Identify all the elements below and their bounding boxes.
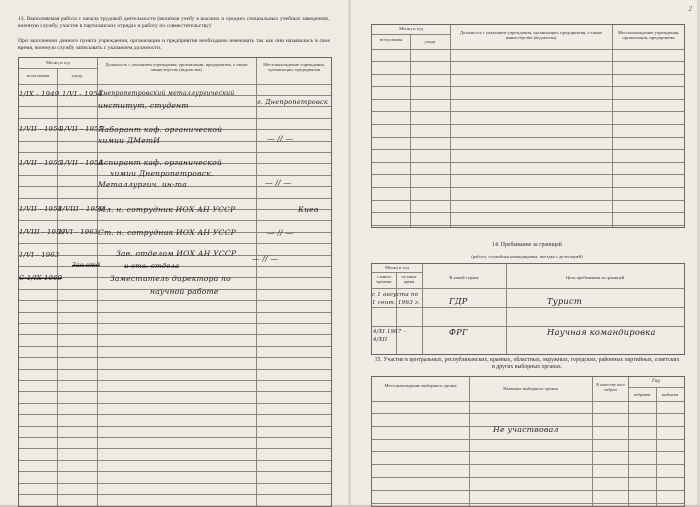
ruled-line <box>19 483 331 484</box>
col-leave-2: ухода <box>424 39 436 44</box>
ruled-line <box>19 448 331 449</box>
row4-position-line1: Мл. н. сотрудник ИОХ АН УССР <box>98 205 236 214</box>
col-abroad-month-year: Месяц и год <box>385 265 409 270</box>
col-position-2: Должность с указанием учреждения, организации, предприятия, а также министерства (ведомства) <box>459 30 603 41</box>
left-page <box>0 0 349 505</box>
ruled-line <box>372 124 684 125</box>
ruled-line <box>19 357 331 358</box>
abroad-row1-country: ГДР <box>449 296 468 306</box>
col-month-year: Месяц и год <box>46 60 70 65</box>
ruled-line <box>19 346 331 347</box>
right-page <box>351 0 700 505</box>
col-entry: вступления <box>26 73 50 78</box>
ruled-line <box>372 99 684 100</box>
ruled-line <box>19 152 331 153</box>
ruled-line <box>19 471 331 472</box>
col-entry-2: вступления <box>379 37 403 42</box>
row6-entry: 1/VI - 1963 <box>19 251 60 259</box>
ruled-line <box>19 323 331 324</box>
ruled-line <box>19 118 331 119</box>
row3-position-line3: Металлургич. ин-та <box>98 180 187 189</box>
row6-position-line1: Зав. отделом ИОХ АН УССР <box>116 249 237 258</box>
ruled-line <box>372 413 684 414</box>
row7-position-line1: Заместитель директора по <box>110 274 231 283</box>
section-14-subtitle: (работа, служебная командировка, поездка с делегацией) <box>471 254 583 259</box>
section-15-title: 15. Участие в центральных, республиканских, краевых, областных, окружных, городских, районных партийных, советских и других выборных органах. <box>374 357 680 370</box>
abroad-row1-purpose: Турист <box>547 296 583 306</box>
row4-location: Киев <box>298 205 319 214</box>
row5-position-line1: Ст. н. сотрудник ИОХ АН УССР <box>98 228 236 237</box>
ruled-line <box>372 111 684 112</box>
col-elected-out: выбытия <box>661 392 679 397</box>
ruled-line <box>372 162 684 163</box>
work-history-continuation-table <box>371 24 685 228</box>
ruled-line <box>19 437 331 438</box>
ruled-line <box>372 451 684 452</box>
col-abroad-from: с какого времени <box>376 274 392 284</box>
row1-entry: 1/IX - 1949 <box>19 90 60 98</box>
row3-leave: 1/VII - 1958 <box>60 159 104 167</box>
ruled-line <box>19 334 331 335</box>
col-elected-location: Местонахождение выборного органа <box>384 383 457 388</box>
ruled-line <box>372 174 684 175</box>
ruled-line <box>372 212 684 213</box>
ruled-line <box>19 426 331 427</box>
row2-position-line2: химии ДМетИ <box>98 136 161 145</box>
ruled-line <box>372 490 684 491</box>
ruled-line <box>19 403 331 404</box>
ruled-line <box>372 86 684 87</box>
row3-entry: 1/VII - 1955 <box>19 159 63 167</box>
ruled-line <box>19 198 331 199</box>
col-abroad-purpose: Цель пребывания за границей <box>565 275 625 280</box>
col-month-year-2: Месяц и год <box>399 26 423 31</box>
row3-location: — // — <box>265 178 292 187</box>
ruled-line <box>19 391 331 392</box>
row5-entry: 1/VIII - 1959 <box>19 228 66 236</box>
ruled-line <box>372 477 684 478</box>
col-leave: ухода <box>71 73 83 78</box>
row4-entry: 1/VII - 1958 <box>19 205 63 213</box>
section-13-heading: 13. Выполняемая работа с начала трудовой деятельности (включая учебу в высших и средних специальных учебных заведениях, военную службу, участие в партизанских отрядах и работу по совместительству) <box>18 16 330 29</box>
row2-leave: 1/VII - 1955 <box>60 125 104 133</box>
abroad-row2-country: ФРГ <box>449 327 468 337</box>
ruled-line <box>19 494 331 495</box>
elected-bodies-table <box>371 376 685 507</box>
abroad-row2-period: 4/XI 1967 – 4/XII <box>373 329 407 343</box>
ruled-line <box>372 149 684 150</box>
ruled-line <box>372 137 684 138</box>
row3-position-line1: Аспирант каф. органической <box>98 158 222 167</box>
col-location: Местонахождение учреждения, организации, предприятия <box>263 62 325 73</box>
ruled-line <box>19 380 331 381</box>
elected-bodies-entry: Не участвовал <box>493 425 559 434</box>
ruled-line <box>372 439 684 440</box>
abroad-row1-period: с 1 августа по 1 сент. 1963 г. <box>372 292 420 306</box>
col-abroad-country: В какой стране <box>449 275 479 280</box>
ruled-line <box>372 74 684 75</box>
row5-leave: 1/VI - 1963 <box>58 228 99 236</box>
col-elected-year: Год <box>652 378 660 384</box>
row6-struck-leave: Зав отд <box>72 262 101 269</box>
ruled-line <box>19 414 331 415</box>
ruled-line <box>19 369 331 370</box>
row7-entry: С 1/IX 1969 <box>19 274 63 282</box>
col-abroad-to: по какое время <box>401 274 417 284</box>
row2-position-line1: Лаборант каф. органической <box>98 125 223 134</box>
row6-struck-position: и отв. отдела <box>124 262 180 270</box>
col-position: Должность с указанием учреждения, организации, предприятия, а также министерства (ведомства) <box>105 62 248 73</box>
row7-position-line2: научной работе <box>150 287 219 296</box>
row1-location: г. Днепропетровск <box>257 98 329 106</box>
ruled-line <box>19 220 331 221</box>
abroad-row2-purpose: Научная командировка <box>547 327 656 337</box>
col-elected-in: избрания <box>633 392 651 397</box>
ruled-line <box>19 243 331 244</box>
section-13-note: При заполнении данного пункта учреждения, организации и предприятия необходимо именовать так как они назывались в свое время, военную службу записывать с указанием должности. <box>18 38 330 51</box>
row5-location: — // — <box>267 228 294 237</box>
row1-leave: 1/VI - 1954 <box>62 90 103 98</box>
col-elected-name: Название выборного органа <box>503 386 558 391</box>
row1-position-line2: институт, студент <box>98 101 189 110</box>
ruled-line <box>19 312 331 313</box>
page-number: 2 <box>688 5 692 13</box>
ruled-line <box>372 187 684 188</box>
row4-leave: 1/VIII - 1959 <box>58 205 105 213</box>
row2-location: — // — <box>267 134 294 143</box>
ruled-line <box>372 503 684 504</box>
row3-position-line2: химии Днепропетровск. <box>110 169 214 178</box>
ruled-line <box>372 61 684 62</box>
col-elected-role: В качестве кого избран <box>596 382 625 392</box>
row2-entry: 1/VII - 1954 <box>19 125 63 133</box>
col-location-2: Местонахождение учреждения, организации, предприятия <box>617 30 680 41</box>
ruled-line <box>372 200 684 201</box>
row1-position-line1: Днепропетровский металлургический <box>98 90 235 97</box>
section-14-title: 14. Пребывание за границей <box>492 242 562 248</box>
ruled-line <box>372 464 684 465</box>
ruled-line <box>19 460 331 461</box>
ruled-line <box>19 300 331 301</box>
ruled-line <box>372 225 684 226</box>
row6-location: — // — <box>252 254 279 263</box>
